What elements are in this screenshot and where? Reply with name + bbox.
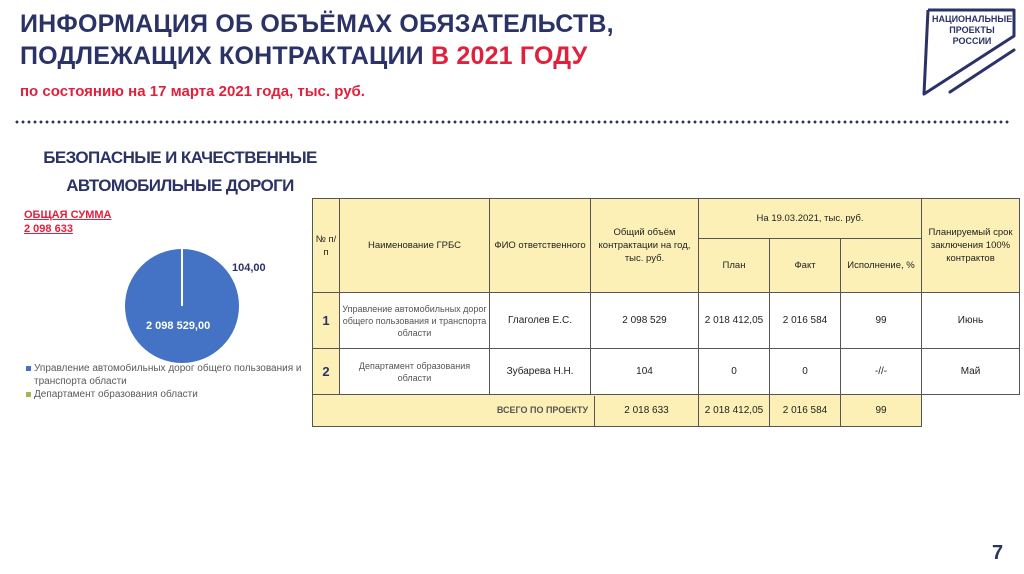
row-1-deadline: Июнь: [922, 293, 1020, 349]
header-deadline: Планируемый срок заключения 100% контрактов: [922, 199, 1020, 293]
page-number: 7: [992, 542, 1004, 564]
pie-legend: [26, 362, 316, 401]
table-row: [313, 349, 1020, 395]
contracting-table: [312, 198, 1020, 427]
row-2-plan: 0: [699, 349, 770, 395]
row-1-fact: 2 016 584: [770, 293, 841, 349]
section-title-line-1: БЕЗОПАСНЫЕ И КАЧЕСТВЕННЫЕ: [43, 148, 317, 167]
dotted-divider: [14, 120, 1010, 124]
table-summary-row: [313, 395, 1020, 427]
summary-empty: [922, 395, 1020, 427]
title-line-1: ИНФОРМАЦИЯ ОБ ОБЪЁМАХ ОБЯЗАТЕЛЬСТВ,: [20, 10, 614, 38]
row-2-fact: 0: [770, 349, 841, 395]
section-title-line-2: АВТОМОБИЛЬНЫЕ ДОРОГИ: [66, 176, 294, 195]
page-title: [20, 8, 880, 72]
summary-fact: 2 016 584: [770, 395, 841, 427]
row-2-exec: -//-: [841, 349, 922, 395]
row-1-grbs: Управление автомобильных дорог общего пользования и транспорта области: [340, 293, 490, 349]
row-1-total: 2 098 529: [591, 293, 699, 349]
logo-line-1: НАЦИОНАЛЬНЫЕ: [932, 14, 1013, 24]
header-total: Общий объём контрактации на год, тыс. руб.: [591, 199, 699, 293]
legend-swatch-roads: [26, 366, 31, 371]
logo-text: [932, 14, 1012, 47]
legend-swatch-education: [26, 392, 31, 397]
header-plan: План: [699, 239, 770, 293]
legend-item-education: [26, 388, 316, 401]
title-line-2: [20, 40, 880, 72]
row-1-num: 1: [313, 293, 340, 349]
row-1-fio: Глаголев Е.С.: [490, 293, 591, 349]
title-line-2-accent: В 2021 ГОДУ: [430, 42, 588, 70]
total-sum-label: ОБЩАЯ СУММА: [24, 209, 112, 221]
header-fact: Факт: [770, 239, 841, 293]
legend-label-education: Департамент образования области: [34, 389, 198, 400]
header-grbs: Наименование ГРБС: [340, 199, 490, 293]
summary-exec: 99: [841, 395, 922, 427]
total-sum: [24, 208, 112, 236]
title-line-2-main: ПОДЛЕЖАЩИХ КОНТРАКТАЦИИ: [20, 42, 431, 70]
legend-item-roads: [26, 362, 316, 388]
total-sum-value: 2 098 633: [24, 223, 73, 235]
table-header-row-1: [313, 199, 1020, 239]
row-1-plan: 2 018 412,05: [699, 293, 770, 349]
logo-line-3: РОССИИ: [952, 36, 992, 46]
header-exec: Исполнение, %: [841, 239, 922, 293]
row-2-num: 2: [313, 349, 340, 395]
legend-label-roads: Управление автомобильных дорог общего пользования и транспорта области: [34, 363, 302, 387]
row-1-exec: 99: [841, 293, 922, 349]
header-fio: ФИО ответственного: [490, 199, 591, 293]
summary-label: [313, 395, 699, 427]
pie-label-roads: 2 098 529,00: [146, 320, 211, 332]
pie-label-education: 104,00: [232, 262, 266, 274]
row-2-total: 104: [591, 349, 699, 395]
pie-chart: [124, 248, 240, 364]
header-num: № п/п: [313, 199, 340, 293]
logo-line-2: ПРОЕКТЫ: [949, 25, 995, 35]
row-2-fio: Зубарева Н.Н.: [490, 349, 591, 395]
table-row: [313, 293, 1020, 349]
row-2-deadline: Май: [922, 349, 1020, 395]
summary-label-text: ВСЕГО ПО ПРОЕКТУ: [496, 404, 589, 415]
row-2-grbs: Департамент образования области: [340, 349, 490, 395]
section-title: [30, 144, 330, 200]
header-as-of: На 19.03.2021, тыс. руб.: [699, 199, 922, 239]
page-subtitle: по состоянию на 17 марта 2021 года, тыс. руб.: [20, 83, 365, 100]
summary-plan: 2 018 412,05: [699, 395, 770, 427]
summary-total: 2 018 633: [594, 396, 698, 426]
